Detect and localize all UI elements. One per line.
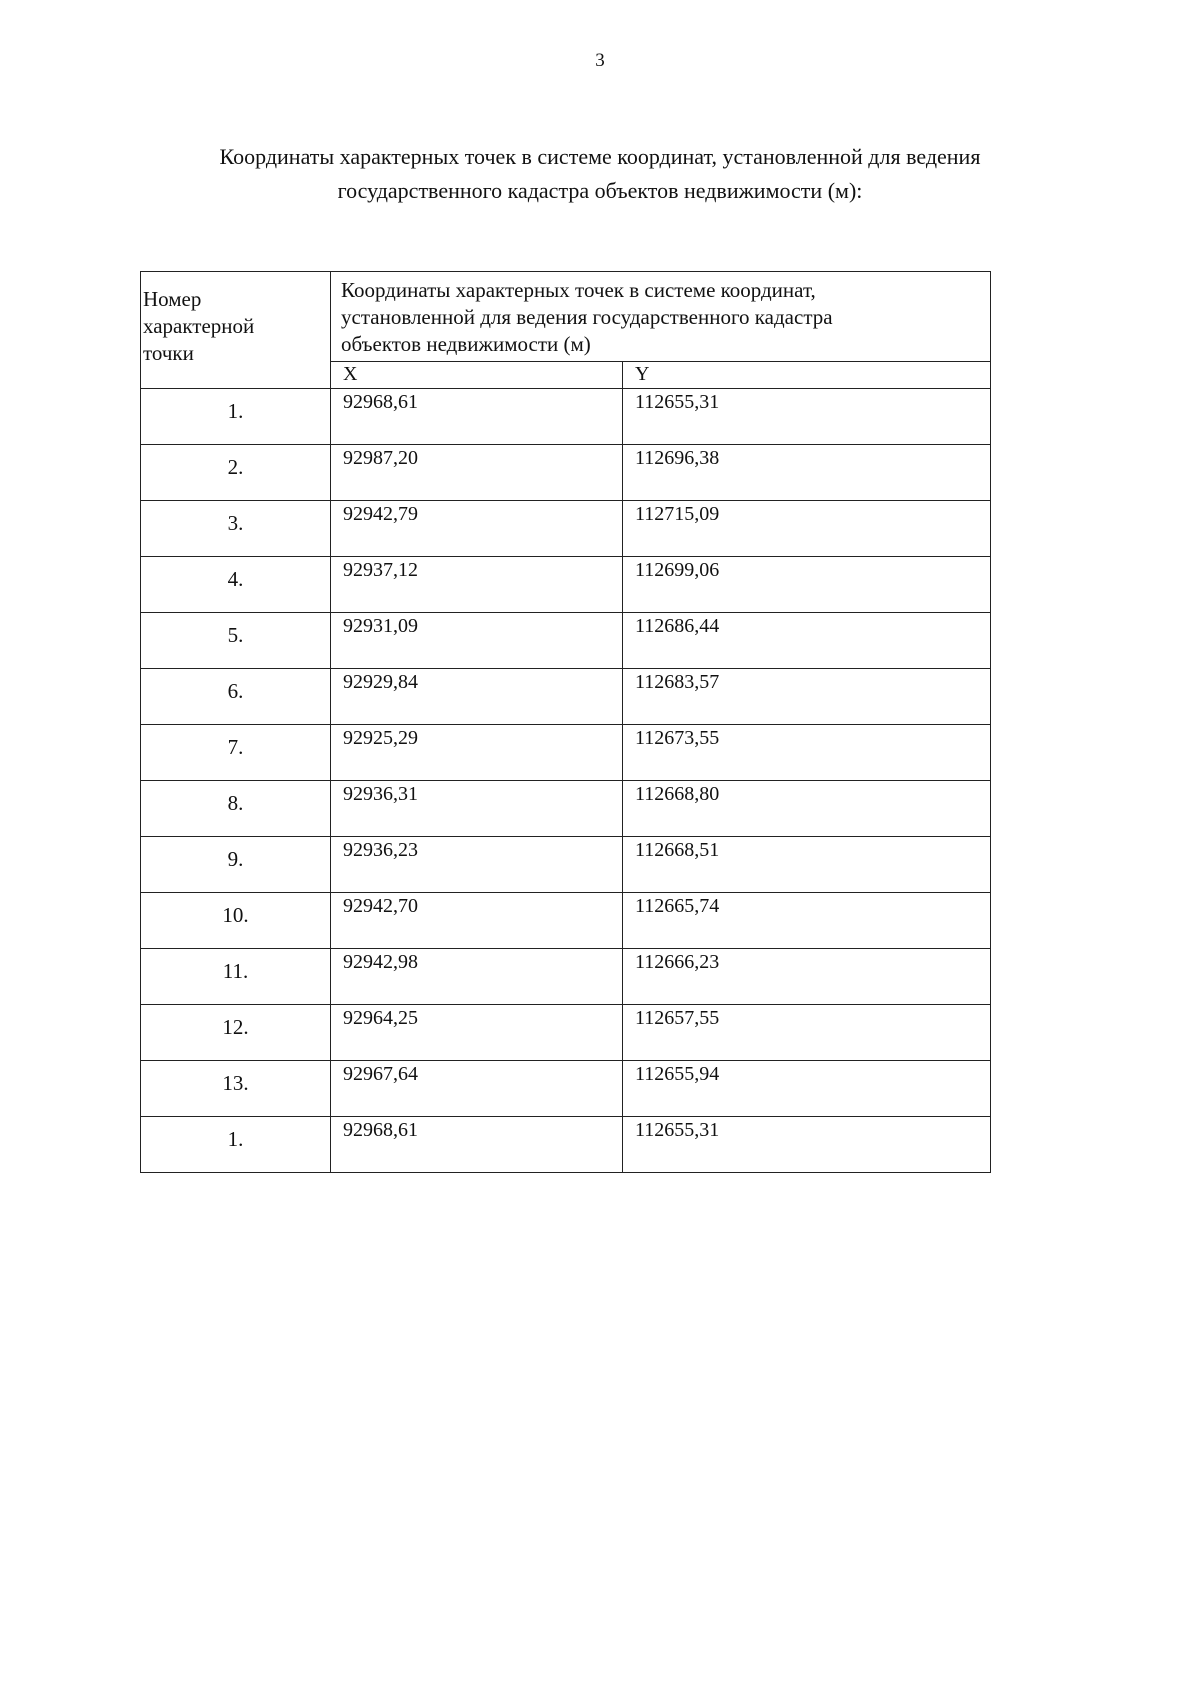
y-coordinate-cell: 112655,31 [623, 389, 991, 445]
table-row [141, 669, 991, 725]
table-row [141, 613, 991, 669]
point-number-cell: 5. [141, 613, 331, 669]
x-coordinate-cell: 92929,84 [331, 669, 623, 725]
point-number-cell: 7. [141, 725, 331, 781]
x-coordinate-cell: 92931,09 [331, 613, 623, 669]
point-number-cell: 9. [141, 837, 331, 893]
point-number-cell: 1. [141, 1117, 331, 1173]
point-number-cell: 8. [141, 781, 331, 837]
point-number-cell: 3. [141, 501, 331, 557]
header-point-number-line-2: характерной [143, 314, 255, 338]
point-number-cell: 12. [141, 1005, 331, 1061]
x-coordinate-cell: 92968,61 [331, 1117, 623, 1173]
point-number-cell: 1. [141, 389, 331, 445]
table-row [141, 501, 991, 557]
y-coordinate-cell: 112696,38 [623, 445, 991, 501]
x-coordinate-cell: 92942,70 [331, 893, 623, 949]
x-coordinate-cell: 92942,98 [331, 949, 623, 1005]
y-coordinate-cell: 112657,55 [623, 1005, 991, 1061]
table-row [141, 445, 991, 501]
point-number-cell: 2. [141, 445, 331, 501]
y-coordinate-cell: 112699,06 [623, 557, 991, 613]
y-coordinate-cell: 112668,51 [623, 837, 991, 893]
table-row [141, 1117, 991, 1173]
table-row [141, 837, 991, 893]
y-coordinate-cell: 112655,94 [623, 1061, 991, 1117]
point-number-cell: 10. [141, 893, 331, 949]
table-row [141, 949, 991, 1005]
document-title [160, 140, 1040, 208]
x-coordinate-cell: 92936,23 [331, 837, 623, 893]
table-row [141, 1005, 991, 1061]
y-coordinate-cell: 112686,44 [623, 613, 991, 669]
point-number-cell: 4. [141, 557, 331, 613]
x-coordinate-cell: 92987,20 [331, 445, 623, 501]
table-row [141, 389, 991, 445]
table-row [141, 1061, 991, 1117]
table-row [141, 781, 991, 837]
page-number: 3 [595, 50, 605, 71]
header-y: Y [623, 362, 991, 389]
header-point-number [141, 272, 331, 389]
header-point-number-line-3: точки [143, 341, 194, 365]
document-title-line-1: Координаты характерных точек в системе координат, установленной для ведения [219, 144, 981, 169]
y-coordinate-cell: 112668,80 [623, 781, 991, 837]
x-coordinate-cell: 92968,61 [331, 389, 623, 445]
table-header-row [141, 272, 991, 362]
y-coordinate-cell: 112673,55 [623, 725, 991, 781]
point-number-cell: 11. [141, 949, 331, 1005]
table-row [141, 725, 991, 781]
table-row [141, 557, 991, 613]
x-coordinate-cell: 92964,25 [331, 1005, 623, 1061]
document-title-line-2: государственного кадастра объектов недвижимости (м): [337, 178, 863, 203]
y-coordinate-cell: 112683,57 [623, 669, 991, 725]
x-coordinate-cell: 92925,29 [331, 725, 623, 781]
y-coordinate-cell: 112715,09 [623, 501, 991, 557]
y-coordinate-cell: 112665,74 [623, 893, 991, 949]
y-coordinate-cell: 112655,31 [623, 1117, 991, 1173]
table-row [141, 893, 991, 949]
point-number-cell: 6. [141, 669, 331, 725]
point-number-cell: 13. [141, 1061, 331, 1117]
header-coordinates-line-2: установленной для ведения государственного кадастра [341, 305, 833, 329]
coordinates-table [140, 271, 991, 1173]
x-coordinate-cell: 92942,79 [331, 501, 623, 557]
header-point-number-line-1: Номер [143, 287, 202, 311]
header-coordinates-line-1: Координаты характерных точек в системе координат, [341, 278, 816, 302]
x-coordinate-cell: 92937,12 [331, 557, 623, 613]
header-coordinates-group [331, 272, 991, 362]
x-coordinate-cell: 92967,64 [331, 1061, 623, 1117]
header-coordinates-line-3: объектов недвижимости (м) [341, 332, 591, 356]
header-x: X [331, 362, 623, 389]
x-coordinate-cell: 92936,31 [331, 781, 623, 837]
y-coordinate-cell: 112666,23 [623, 949, 991, 1005]
